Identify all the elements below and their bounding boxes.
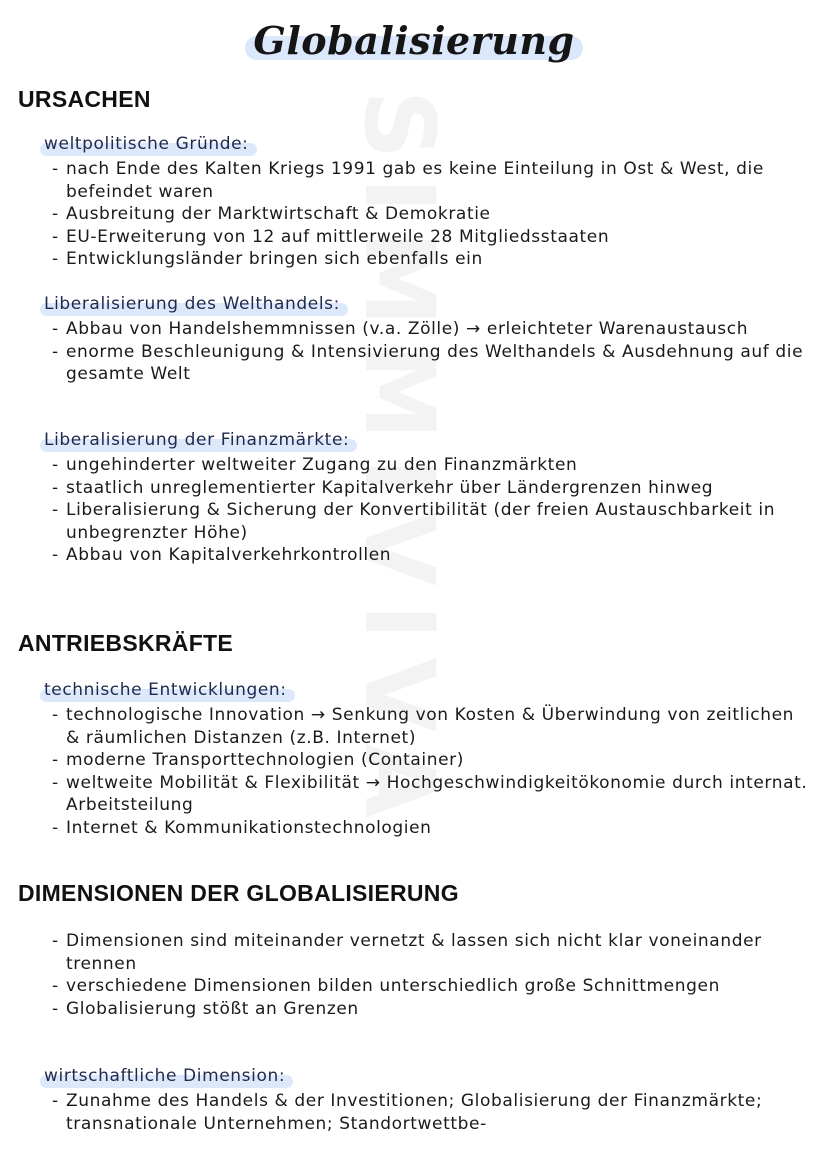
list-technische-entwicklungen	[52, 704, 812, 839]
list-item: - Abbau von Kapitalverkehrkontrollen	[52, 544, 812, 567]
watermark: SIMMIVIVA	[343, 90, 455, 836]
section-heading-dimensionen: DIMENSIONEN DER GLOBALISIERUNG	[18, 880, 459, 906]
subheading-weltpolitische-gruende: weltpolitische Gründe:	[40, 134, 253, 154]
list-weltpolitische-gruende	[52, 158, 812, 271]
list-item: - nach Ende des Kalten Kriegs 1991 gab es keine Einteilung in Ost & West, die befeindet waren	[52, 158, 812, 203]
list-item: - Dimensionen sind miteinander vernetzt & lassen sich nicht klar voneinander trennen	[52, 930, 812, 975]
list-item: - moderne Transporttechnologien (Container)	[52, 749, 812, 772]
subheading-wirtschaftliche-dimension: wirtschaftliche Dimension:	[40, 1066, 289, 1086]
list-item: - Zunahme des Handels & der Investitionen; Globalisierung der Finanzmärkte; transnationale Unternehmen; Standortwettbe-	[52, 1090, 812, 1135]
title-container	[0, 18, 828, 63]
list-item: - Abbau von Handelshemmnissen (v.a. Zölle) → erleichteter Warenaustausch	[52, 318, 812, 341]
list-wirtschaftliche-dimension	[52, 1090, 812, 1135]
list-item: - verschiedene Dimensionen bilden unterschiedlich große Schnittmengen	[52, 975, 812, 998]
page-title: Globalisierung	[247, 18, 580, 63]
list-item: - Globalisierung stößt an Grenzen	[52, 998, 812, 1021]
list-item: - Internet & Kommunikationstechnologien	[52, 817, 812, 840]
subheading-liberalisierung-welthandel: Liberalisierung des Welthandels:	[40, 294, 344, 314]
list-item: - Entwicklungsländer bringen sich ebenfalls ein	[52, 248, 812, 271]
subheading-liberalisierung-finanzmaerkte: Liberalisierung der Finanzmärkte:	[40, 430, 353, 450]
section-heading-ursachen: URSACHEN	[18, 86, 151, 112]
subheading-technische-entwicklungen: technische Entwicklungen:	[40, 680, 291, 700]
list-dimensionen-intro	[52, 930, 812, 1020]
list-item: - Ausbreitung der Marktwirtschaft & Demokratie	[52, 203, 812, 226]
list-item: - staatlich unreglementierter Kapitalverkehr über Ländergrenzen hinweg	[52, 477, 812, 500]
list-item: - EU-Erweiterung von 12 auf mittlerweile 28 Mitgliedsstaaten	[52, 226, 812, 249]
list-liberalisierung-welthandel	[52, 318, 812, 386]
list-item: - technologische Innovation → Senkung von Kosten & Überwindung von zeitlichen & räumlichen Distanzen (z.B. Internet)	[52, 704, 812, 749]
list-item: - Liberalisierung & Sicherung der Konvertibilität (der freien Austauschbarkeit in unbegrenzter Höhe)	[52, 499, 812, 544]
list-liberalisierung-finanzmaerkte	[52, 454, 812, 567]
list-item: - enorme Beschleunigung & Intensivierung des Welthandels & Ausdehnung auf die gesamte Welt	[52, 341, 812, 386]
list-item: - weltweite Mobilität & Flexibilität → Hochgeschwindigkeitökonomie durch internat. Arbeitsteilung	[52, 772, 812, 817]
section-heading-antriebskraefte: ANTRIEBSKRÄFTE	[18, 630, 234, 656]
list-item: - ungehinderter weltweiter Zugang zu den Finanzmärkten	[52, 454, 812, 477]
